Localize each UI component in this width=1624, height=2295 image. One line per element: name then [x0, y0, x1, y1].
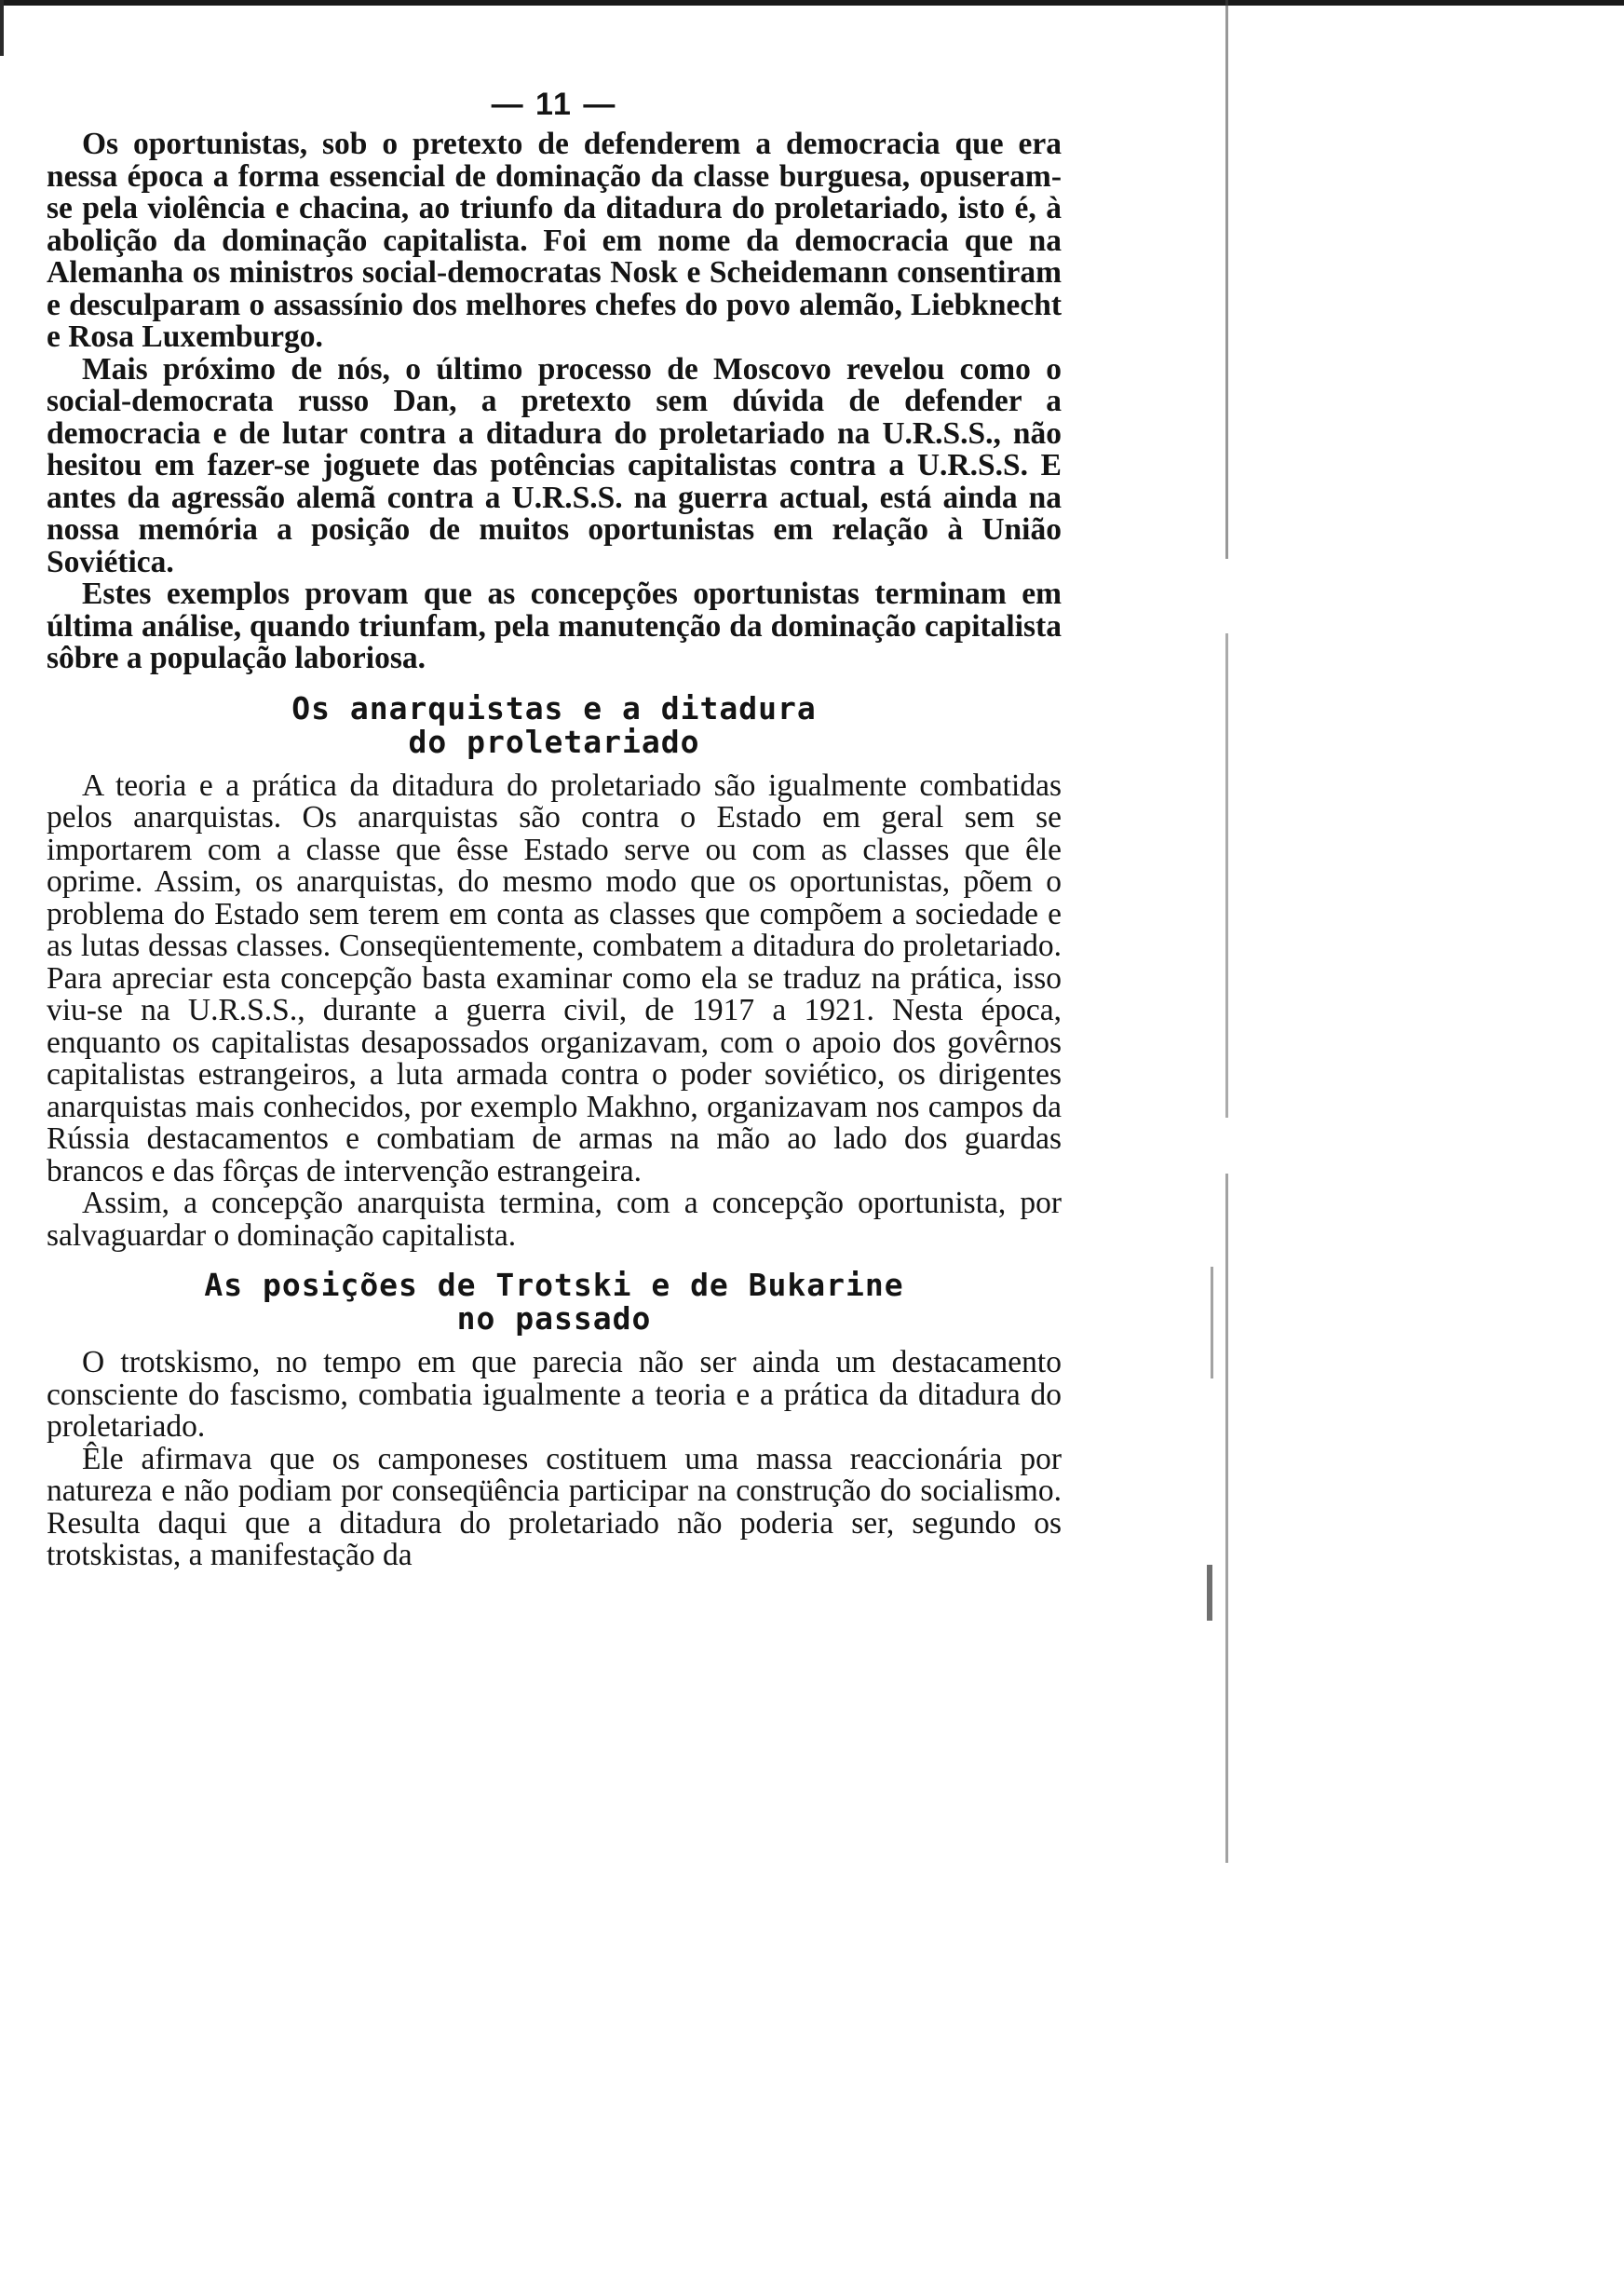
paragraph: O trotskismo, no tempo em que parecia não ser ainda um destacamento consciente do fascismo, combatia igualmente a teoria e a prática da ditadura do proletariado. — [47, 1345, 1062, 1444]
paragraph: Estes exemplos provam que as concepções oportunistas terminam em última análise, quando triunfam, pela manutenção da dominação capitalista sôbre a população laboriosa. — [47, 577, 1062, 675]
scan-fold-line — [1225, 0, 1228, 1863]
section-heading-line: Os anarquistas e a ditadura — [291, 689, 817, 727]
paragraph: Êle afirmava que os camponeses costituem uma massa reaccionária por natureza e não podiam por conseqüência participar na construção do socialismo. Resulta daqui que a ditadura do proletariado não poderia ser, segundo os trotskistas, a manifestação da — [47, 1441, 1062, 1572]
document-page — [47, 84, 1062, 1572]
section-heading-line: do proletariado — [408, 723, 700, 760]
paragraph: A teoria e a prática da ditadura do proletariado são igualmente combatidas pelos anarquistas. Os anarquistas são contra o Estado em geral sem se importarem com a classe que êsse Estado serve ou com as classes que êle oprime. Assim, os anarquistas, do mesmo modo que os oportunistas, põem o problema do Estado sem terem em conta as classes que compõem a sociedade e as lutas dessas classes. Conseqüentemente, combatem a ditadura do proletariado. Para apreciar esta concepção basta examinar como ela se traduz na prática, isso viu-se na U.R.S.S., durante a guerra civil, de 1917 a 1921. Nesta época, enquanto os capitalistas desapossados organizavam, com o apoio dos govêrnos capitalistas estrangeiros, a luta armada contra o poder soviético, os dirigentes anarquistas mais conhecidos, por exemplo Makhno, organizavam nos campos da Rússia destacamentos e combatiam de armas na mão ao lado dos guardas brancos e das fôrças de intervenção estrangeira. — [47, 767, 1062, 1188]
scan-top-edge — [0, 0, 1624, 6]
section-heading-trotski-bukarine — [47, 1269, 1062, 1336]
scan-speck — [1211, 1267, 1213, 1378]
section-heading-line: As posições de Trotski e de Bukarine — [204, 1267, 904, 1303]
scan-left-edge — [0, 0, 4, 56]
paragraph: Mais próximo de nós, o último processo de Moscovo revelou como o social-democrata russo Dan, a pretexto sem dúvida de defender a democracia e de lutar contra a ditadura do proletariado na U.R.S.S., não hesitou em fazer-se joguete das potências capitalistas contra a U.R.S.S. E antes da agressão alemã contra a U.R.S.S. na guerra actual, está ainda na nossa memória a posição de muitos oportunistas em relação à União Soviética. — [47, 351, 1062, 579]
section-heading-line: no passado — [456, 1300, 652, 1337]
section-heading-anarchists — [47, 689, 1062, 760]
scan-speck — [1207, 1565, 1212, 1621]
paragraph: Assim, a concepção anarquista termina, com a concepção oportunista, por salvaguardar o dominação capitalista. — [47, 1186, 1062, 1253]
page-number: — 11 — — [491, 87, 617, 122]
paragraph: Os oportunistas, sob o pretexto de defenderem a democracia que era nessa época a forma essencial de dominação da classe burguesa, opuseram-se pela violência e chacina, ao triunfo da ditadura do proletariado, isto é, à abolição da dominação capitalista. Foi em nome da democracia que na Alemanha os ministros social-democratas Nosk e Scheidemann consentiram e desculparam o assassínio dos melhores chefes do povo alemão, Liebknecht e Rosa Luxemburgo. — [47, 127, 1062, 354]
